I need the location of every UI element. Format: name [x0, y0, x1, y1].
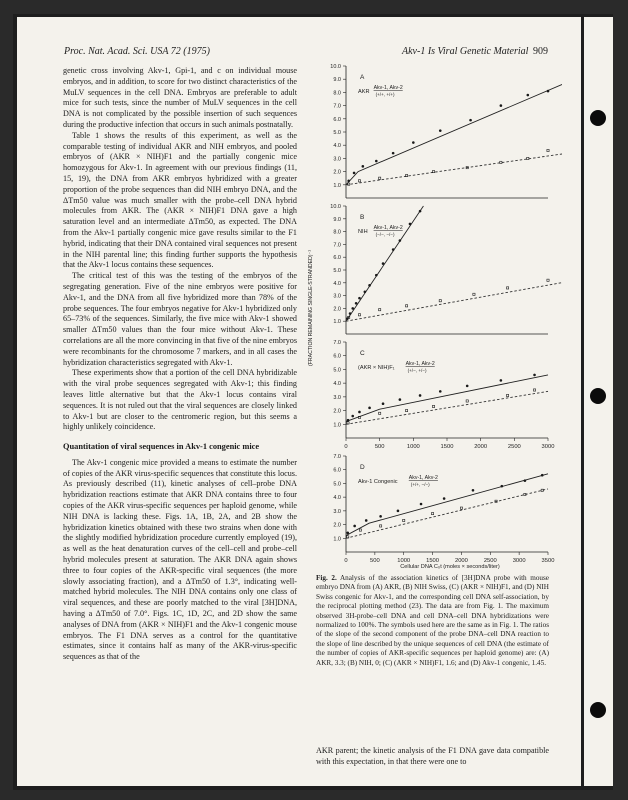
panel-d-y-tick-label: 2.0 — [333, 522, 341, 529]
panel-c-letter: C — [360, 350, 365, 357]
panel-d-cell-point — [403, 519, 405, 521]
panel-d-probe-point — [353, 525, 356, 528]
panel-a-y-tick-label: 4.0 — [333, 143, 341, 150]
panel-b-y-tick-label: 6.0 — [333, 255, 341, 262]
panel-a-probe-point — [347, 180, 350, 183]
panel-a-probe-point — [547, 90, 550, 93]
panel-c-cell-point — [466, 400, 468, 402]
panel-d-legend-genotype: (+/+, −/−) — [410, 482, 430, 487]
page-edge-left — [13, 14, 17, 790]
panel-d-x-tick-label: 1500 — [426, 558, 440, 564]
panel-a-probe-point — [412, 141, 415, 144]
panel-b-probe-point — [382, 262, 385, 265]
paragraph: The critical test of this was the testing of the embryos of the segregating generation. Five of the nine embryos were positive for Akv-1, and the DNA from all five hybridized more than 78% of the probe sequences. The four embryos negative for Akv-1 hybridized only 65–73% of the sequences. Similarly, the five mice with Akv-1 showed smaller ΔTm50 values than the four mice without Akv-1. These correlations are all the more convincing in that five of the nine embryos were recombinants for the chromosome 7 markers, and in all cases the hybridization characteristics segregated with Akv-1. — [63, 271, 297, 367]
section-heading: Quantitation of viral sequences in Akv-1 congenic mice — [63, 442, 260, 452]
panel-a-probe-point — [375, 160, 378, 163]
panel-b-probe-point — [375, 274, 378, 277]
panel-d-probe-point — [472, 489, 475, 492]
panel-a-probe-point — [353, 172, 356, 175]
panel-d-y-tick-label: 5.0 — [333, 481, 341, 488]
panel-a-letter: A — [360, 74, 365, 81]
panel-b-probe-fit-line — [346, 206, 423, 321]
panel-d-x-tick-label: 2500 — [483, 558, 497, 564]
panel-c-x-tick-label: 1500 — [440, 444, 454, 450]
panel-b-legend-genotype: (−/−, −/−) — [375, 232, 395, 237]
journal-citation: Proc. Nat. Acad. Sci. USA 72 (1975) — [64, 46, 210, 57]
panel-c-cell-point — [533, 389, 535, 391]
panel-c-cell-point — [432, 405, 434, 407]
left-column — [63, 66, 297, 663]
panel-c-probe-point — [368, 407, 371, 410]
panel-b-legend-loci: Akv-1, Akv-2 — [373, 225, 403, 231]
panel-c-y-tick-label: 4.0 — [333, 381, 341, 388]
panel-c-legend: (AKR × NIH)F₁ — [358, 365, 395, 371]
panel-c-probe-point — [382, 402, 385, 405]
panel-c-probe-point — [399, 398, 402, 401]
panel-a-y-tick-label: 3.0 — [333, 156, 341, 163]
panel-d-probe-point — [501, 485, 504, 488]
panel-c-probe-point — [533, 374, 536, 377]
panel-c-legend-loci: Akv-1, Akv-2 — [405, 361, 435, 367]
panel-a-probe-point — [392, 152, 395, 155]
panel-d-cell-fit-line — [346, 489, 548, 538]
panel-b-probe-point — [364, 290, 367, 293]
panel-d-cell-point — [359, 529, 361, 531]
panel-a-cell-fit-line — [346, 153, 562, 185]
figure-2 — [300, 58, 562, 570]
panel-d-x-tick-label: 0 — [344, 558, 348, 564]
panel-d-y-tick-label: 7.0 — [333, 454, 341, 460]
panel-c-probe-point — [439, 390, 442, 393]
panel-d-x-tick-label: 3500 — [541, 558, 555, 564]
panel-b-probe-point — [368, 284, 371, 287]
panel-b-y-tick-label: 9.0 — [333, 216, 341, 223]
panel-b-probe-point — [349, 312, 352, 315]
running-title: Akv-1 Is Viral Genetic Material — [402, 46, 529, 57]
panel-a-cell-point — [358, 180, 360, 182]
panel-d-x-tick-label: 1000 — [397, 558, 411, 564]
panel-b-probe-point — [392, 248, 395, 251]
panel-a-probe-point — [469, 119, 472, 122]
panel-c-x-tick-label: 3000 — [541, 444, 555, 450]
panel-b-probe-point — [358, 297, 361, 300]
panel-c-y-tick-label: 2.0 — [333, 408, 341, 415]
panel-b-cell-point — [473, 293, 475, 295]
panel-a-legend: AKR — [358, 89, 370, 95]
panel-d-x-tick-label: 3000 — [512, 558, 526, 564]
binder-hole-bottom — [590, 702, 606, 718]
panel-a-y-tick-label: 1.0 — [333, 182, 341, 189]
panel-a-y-tick-label: 10.0 — [330, 64, 341, 70]
panel-b-probe-point — [419, 210, 422, 213]
panel-c-x-tick-label: 2000 — [474, 444, 488, 450]
panel-a-probe-point — [362, 165, 365, 168]
panel-a-cell-point — [547, 149, 549, 151]
panel-d-y-tick-label: 3.0 — [333, 508, 341, 515]
panel-b-probe-point — [409, 223, 412, 226]
panel-a-probe-point — [527, 94, 530, 97]
panel-d-probe-point — [541, 474, 544, 477]
panel-d-probe-point — [443, 497, 446, 500]
panel-a-legend-genotype: (+/+, +/+) — [375, 92, 395, 97]
panel-a-probe-point — [439, 129, 442, 132]
panel-b-y-tick-label: 7.0 — [333, 242, 341, 249]
panel-d-cell-point — [431, 513, 433, 515]
panel-b-letter: B — [360, 214, 365, 221]
panel-d-y-tick-label: 4.0 — [333, 495, 341, 502]
panel-a-cell-point — [379, 177, 381, 179]
panel-b-y-tick-label: 3.0 — [333, 293, 341, 300]
page-edge-right — [581, 14, 584, 790]
panel-c-legend-genotype: (+/−, +/−) — [407, 368, 427, 373]
panel-c-cell-fit-line — [346, 391, 548, 424]
panel-b-y-tick-label: 4.0 — [333, 280, 341, 287]
panel-b-probe-point — [355, 302, 358, 305]
right-column-text: AKR parent; the kinetic analysis of the F1 DNA gave data compatible with this expectation, in that there were one to — [316, 746, 549, 766]
panel-b-legend: NIH — [358, 229, 368, 235]
panel-b-probe-point — [399, 239, 402, 242]
panel-a-cell-point — [500, 161, 502, 163]
panel-b-probe-point — [351, 307, 354, 310]
panel-c-probe-point — [500, 379, 503, 382]
panel-d-probe-point — [379, 515, 382, 518]
panel-a-y-tick-label: 6.0 — [333, 116, 341, 123]
panel-a-y-tick-label: 2.0 — [333, 169, 341, 176]
paragraph: Table 1 shows the results of this experiment, as well as the comparable testing of individual AKR and NIH embryos, and pooled embryos of (AKR × NIH)F1 and the partially congenic mice homozygous for Akv-1. In agreement with our previous findings (11, 15, 19), the DNA from AKR embryos hybridized with a greater proportion of the probe sequences than did NIH embryo DNA, and the ΔTm50 value was much smaller with the probe–cell DNA hybrid molecules from AKR. The (AKR × NIH)F1 DNA gave a high saturation level and an intermediate ΔTm50, as expected. The DNA from the Akv-1 partially congenic mice gave results similar to the F1 hybrid, indicating that their DNA contained viral sequences not present in the NIH parental line; this finding further supports the hypothesis that the Akv-1 locus contains these sequences. — [63, 130, 297, 270]
panel-c-probe-point — [466, 385, 469, 388]
panel-d-letter: D — [360, 464, 365, 471]
panel-b-y-tick-label: 1.0 — [333, 319, 341, 326]
panel-b-y-tick-label: 5.0 — [333, 268, 341, 274]
panel-c-probe-point — [351, 415, 354, 418]
panel-c-y-tick-label: 6.0 — [333, 353, 341, 360]
panel-c-cell-point — [379, 412, 381, 414]
panel-c-y-tick-label: 5.0 — [333, 367, 341, 374]
panel-c-x-tick-label: 2500 — [507, 444, 521, 450]
panel-a-probe-point — [500, 104, 503, 107]
paragraph: The Akv-1 congenic mice provided a means to estimate the number of copies of the AKR virus-specific sequences that constitute this locus. As previously described (11), kinetic analyses of cell–probe DNA hybridization reactions estimate that AKR DNA contains three to four copies of the AKR virus-specific sequences per haploid genome, while NIH DNA is lacking these. Figs. 1A, 1B, 2A, and 2B show the hybridization kinetics obtained with these two strains when done with the slightly modified hybridization procedure currently employed (19), as well as the heat denaturation curves of the cell–cell and probe–cell hybrid molecules present at saturation. The AKR DNA again shows three to four copies of the AKR-specific viral sequences (the more slowly associating fraction), and a ΔTm50 of 1.3°, indicating well-matched hybrid molecules. The NIH DNA contains only one class of viral sequences, and these are poorly matched to the viral [3H]DNA, having a ΔTm50 of 7.0°. Figs. 1C, 1D, 2C, and 2D show the same analyses of DNA from (AKR × NIH)F1 and the Akv-1 congenic mouse embryos. The F1 DNA serves as a control for the quantitative estimates, since it contains half as many of the AKR-virus-specific sequences as that of the — [63, 457, 297, 662]
binder-hole-top — [590, 110, 606, 126]
panel-d-legend-loci: Akv-1, Akv-2 — [408, 475, 438, 481]
panel-d-x-tick-label: 2000 — [454, 558, 468, 564]
panel-b-cell-point — [379, 309, 381, 311]
panel-c-x-tick-label: 500 — [374, 444, 385, 450]
paragraph: genetic cross involving Akv-1, Gpi-1, and c on individual mouse embryos, and in addition, to score for two distinct characteristics of the MuLV sequences in the cell DNA. Embryos are preferable to adult mice for such tests, since the number of MuLV sequences in the cell DNA is not complicated by the possible insertion of such sequences during the productive infection that occurs in such animals postnatally. — [63, 66, 297, 129]
panel-b-cell-point — [358, 314, 360, 316]
panel-d-y-tick-label: 1.0 — [333, 536, 341, 543]
figure-caption — [316, 574, 549, 668]
panel-b-cell-fit-line — [346, 282, 562, 322]
panel-a-y-tick-label: 7.0 — [333, 103, 341, 110]
page-edge-top — [13, 14, 613, 17]
panel-a-legend-loci: Akv-1, Akv-2 — [373, 85, 403, 91]
panel-d-probe-point — [524, 479, 527, 482]
paragraph: These experiments show that a portion of the cell DNA hybridizable with the viral probe sequences segregated with Akv-1; this finding leaves little alternative but that the Akv-1 locus contains viral sequences. It is not ruled out that the viral sequences are closely linked to Akv-1 but are closer to the centromeric region, but this seems a highly unlikely coincidence. — [63, 368, 297, 432]
panel-c-y-tick-label: 1.0 — [333, 422, 341, 429]
caption-text: Analysis of the association kinetics of [3H]DNA probe with mouse embryo DNA from (A) AKR, (B) NIH Swiss, (C) (AKR × NIH)F1, and (D) NIH Swiss congenic for Akv-1, and the corresponding cell DNA self-association, by the reciprocal plotting method (23). The data are from Fig. 1. The maximum observed 3H-probe–cell DNA and cell DNA–cell DNA hybridizations were normalized to 100%. The symbols used here are the same as in Fig. 1. The ratios of the slope of the second component of the probe DNA–cell DNA reaction to the slope of line described by the unique sequences of cell DNA (the estimate of the number of copies of AKR-specific sequences per haploid genome) are: (A) AKR, 3.3; (B) NIH, 0; (C) (AKR × NIH)F1, 1.6; and (D) Akv-1 congenic, 1.45. — [316, 574, 549, 667]
panel-a-y-tick-label: 9.0 — [333, 77, 341, 84]
panel-c-probe-point — [419, 394, 422, 397]
panel-b-cell-point — [406, 305, 408, 307]
panel-b-cell-point — [547, 279, 549, 281]
panel-d-probe-point — [420, 503, 423, 506]
panel-c-y-tick-label: 7.0 — [333, 340, 341, 346]
panel-d-probe-point — [397, 510, 400, 513]
panel-d-probe-point — [346, 532, 349, 535]
y-axis-label: (FRACTION REMAINING SINGLE-STRANDED)⁻¹ — [308, 249, 314, 367]
panel-d-x-tick-label: 500 — [370, 558, 380, 564]
panel-b-y-tick-label: 10.0 — [330, 204, 341, 210]
binder-hole-middle — [590, 388, 606, 404]
panel-c-probe-fit-line — [346, 375, 548, 422]
panel-c-probe-point — [358, 411, 361, 414]
page-edge-bottom — [13, 786, 613, 790]
panel-c-cell-point — [406, 409, 408, 411]
panel-a-y-tick-label: 5.0 — [333, 130, 341, 136]
panel-c-y-tick-label: 3.0 — [333, 394, 341, 401]
panel-d-cell-point — [380, 525, 382, 527]
panel-b-y-tick-label: 8.0 — [333, 229, 341, 236]
panel-c-x-tick-label: 0 — [344, 444, 348, 450]
caption-label: Fig. 2. — [316, 574, 337, 582]
panel-b-y-tick-label: 2.0 — [333, 306, 341, 313]
panel-b-cell-point — [439, 300, 441, 302]
panel-b-cell-point — [507, 287, 509, 289]
panel-d-cell-point — [460, 507, 462, 509]
panel-d-probe-point — [365, 519, 368, 522]
x-axis-label: Cellular DNA C₀t (moles × seconds/liter) — [400, 564, 500, 570]
panel-d-legend: Akv-1 Congenic — [358, 479, 398, 485]
panel-a-y-tick-label: 8.0 — [333, 90, 341, 97]
panel-c-cell-point — [507, 394, 509, 396]
panel-a-cell-point — [527, 157, 529, 159]
panel-c-x-tick-label: 1000 — [406, 444, 420, 450]
panel-c-probe-point — [347, 419, 350, 422]
page-number: 909 — [533, 46, 548, 57]
panel-d-y-tick-label: 6.0 — [333, 467, 341, 474]
